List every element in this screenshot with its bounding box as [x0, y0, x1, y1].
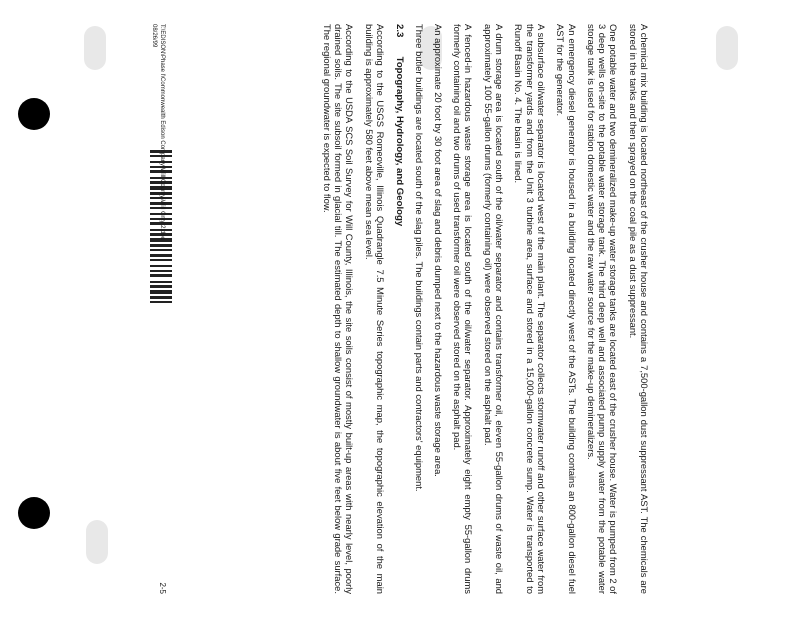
paragraph-drum-storage: A drum storage area is located south of the oil/water separator and contains transformer oil, eleven 55-gallon drums of waste oil, and approximately 100 55-gallon drums (formerly containing oil) were observed stored on the asphalt pad. — [482, 24, 506, 594]
page-footer — [150, 24, 166, 594]
section-title: Topography, Hydrology, and Geology — [394, 56, 406, 227]
paragraph-oil-water-separator: A subsurface oil/water separator is located west of the main plant. The separator collects stormwater runoff and other surface water from the transformer yards and from the Unit 3 turbine area, surface and stored in a 15,000-gallon concrete sump. Water is transported to Runoff Basin No. 4. The basin is lined. — [513, 24, 547, 594]
paragraph-diesel-generator: An emergency diesel generator is housed in a building located directly west of the ASTs. The building contains an 800-gallon diesel fuel AST for the generator. — [555, 24, 578, 594]
paragraph-chemical-mix: A chemical mix building is located northeast of the crusher house and contains a 7,500-gallon dust suppressant AST. The chemicals are stored in the tanks and then sprayed on the coal pile as a dust suppressant. — [627, 24, 650, 594]
footer-path: T:\EDISON\Phase I\Commonwealth Edison Company\Will County\Will Cnty 2.doc — [159, 24, 165, 240]
document-body-bottom — [321, 24, 385, 594]
page-number: 2-5 — [158, 582, 167, 594]
paragraph-topography: According to the USGS Romeoville, Illinois Quadrangle 7.5 Minute Series topographic map, the topographic elevation of the main building is approximately 580 feet above mean sea level. — [363, 24, 386, 594]
document-page — [150, 24, 650, 594]
paragraph-soils: According to the USDA SCS Soil Survey for Will County, Illinois, the site soils consist of mostly built-up areas with nearly level, poorly drained soils. The site subsoil formed in glacial till. The estimated depth to shallow groundwater is about five feet below grade surface. The regional groundwater is expected to flow. — [321, 24, 356, 594]
punch-hole-top — [18, 98, 50, 130]
paragraph-butler-buildings: Three butler buildings are located south of the slag piles. The buildings contain parts and contractors' equipment. — [413, 24, 425, 492]
scan-ghost-4 — [86, 520, 108, 564]
paragraph-slag-debris: An approximate 20 foot by 30 foot area of slag and debris dumped next to the hazardous waste storage area. — [432, 24, 444, 477]
footer-date: 08/26/99 — [151, 24, 157, 48]
scan-ghost-1 — [84, 26, 106, 70]
section-heading — [394, 24, 405, 594]
punch-hole-bottom — [18, 497, 50, 529]
section-number: 2.3 — [394, 24, 406, 38]
document-body-top — [413, 24, 650, 594]
scan-ghost-3 — [716, 26, 738, 70]
paragraph-hazardous-waste: A fenced-in hazardous waste storage area is located south of the oil/water separator. Approximately eight empty 55-gallon drums formerly containing oil and two drums of used transformer oil were observed stored on the asphalt pad. — [452, 24, 475, 594]
paragraph-potable-water: One potable water and two demineralized make-up water storage tanks are located east of the crusher house. Water is pumped from 2 of 3 deep wells on-site to the potable water storage tank. The third deep well and associated pump supply water from the potable water storage tank is used for station domestic water and the raw water source for the make-up demineralizers. — [585, 24, 620, 594]
